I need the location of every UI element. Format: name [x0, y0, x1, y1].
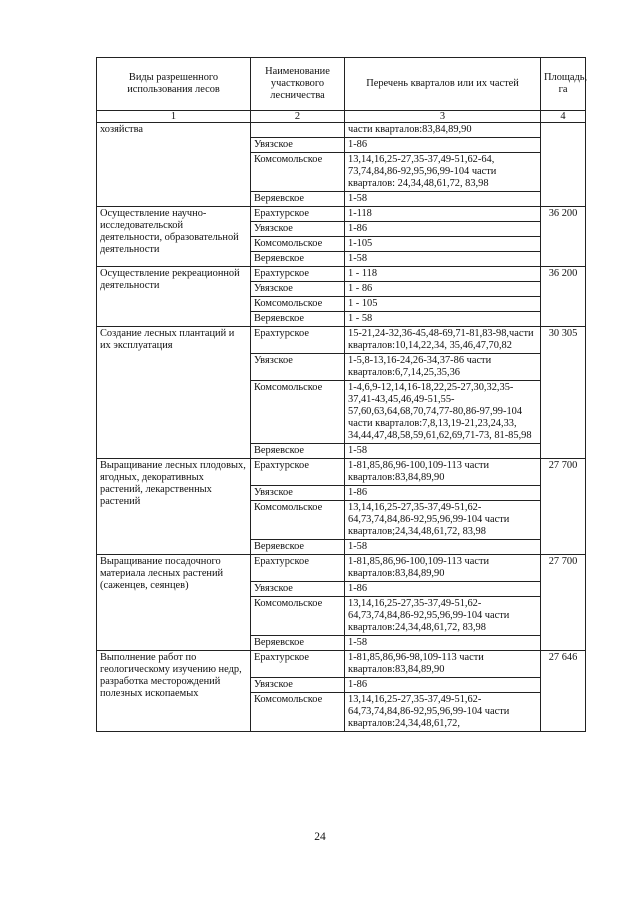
column-number: 1 — [97, 111, 251, 123]
forestry-cell: Комсомольское — [251, 693, 345, 732]
area-cell — [541, 123, 586, 207]
forestry-cell: Ерахтурское — [251, 267, 345, 282]
quarters-cell: 1-4,6,9-12,14,16-18,22,25-27,30,32,35-37,41-43,45,46,49-51,55-57,60,63,64,68,70,74,77-80,86-97,99-104 части кварталов:7,8,13,19-21,23,24,33, 34,44,47,48,58,59,61,62,69,71-73, 81-85,98 — [345, 381, 541, 444]
quarters-cell: 1-86 — [345, 582, 541, 597]
quarters-cell: 1-105 — [345, 237, 541, 252]
forestry-cell: Увязское — [251, 138, 345, 153]
forestry-cell: Ерахтурское — [251, 459, 345, 486]
forestry-cell: Увязское — [251, 582, 345, 597]
table-row — [97, 207, 586, 222]
page-number: 24 — [314, 831, 326, 843]
forestry-cell: Увязское — [251, 354, 345, 381]
header-quarters-list: Перечень кварталов или их частей — [345, 58, 541, 111]
quarters-cell: 1-58 — [345, 444, 541, 459]
column-number: 3 — [345, 111, 541, 123]
quarters-cell: 1-86 — [345, 678, 541, 693]
quarters-cell: 1-58 — [345, 540, 541, 555]
area-cell: 36 200 — [541, 267, 586, 327]
header-use-types: Виды разрешенного использования лесов — [97, 58, 251, 111]
forestry-cell: Ерахтурское — [251, 651, 345, 678]
forestry-cell — [251, 123, 345, 138]
forestry-cell: Увязское — [251, 678, 345, 693]
forestry-cell: Увязское — [251, 222, 345, 237]
forestry-cell: Веряевское — [251, 540, 345, 555]
quarters-cell: 1-118 — [345, 207, 541, 222]
quarters-cell: 1-58 — [345, 192, 541, 207]
quarters-cell: 1-58 — [345, 252, 541, 267]
quarters-cell: 1 - 86 — [345, 282, 541, 297]
area-cell: 27 646 — [541, 651, 586, 732]
quarters-cell: 1-86 — [345, 138, 541, 153]
forestry-cell: Веряевское — [251, 252, 345, 267]
quarters-cell: 13,14,16,25-27,35-37,49-51,62-64,73,74,84,86-92,95,96,99-104 части кварталов:24,34,48,61,72, 83,98 — [345, 597, 541, 636]
table-row — [97, 459, 586, 486]
header-area: Площадь, га — [541, 58, 586, 111]
table-row — [97, 267, 586, 282]
quarters-cell: 1-81,85,86,96-98,109-113 части кварталов:83,84,89,90 — [345, 651, 541, 678]
forestry-cell: Веряевское — [251, 192, 345, 207]
quarters-cell: 13,14,16,25-27,35-37,49-51,62-64, 73,74,84,86-92,95,96,99-104 части кварталов: 24,34,48,61,72, 83,98 — [345, 153, 541, 192]
quarters-cell: части кварталов:83,84,89,90 — [345, 123, 541, 138]
quarters-cell: 13,14,16,25-27,35-37,49-51,62-64,73,74,84,86-92,95,96,99-104 части кварталов;24,34,48,61,72, 83,98 — [345, 501, 541, 540]
column-number: 2 — [251, 111, 345, 123]
use-type-cell: хозяйства — [97, 123, 251, 207]
table-row — [97, 123, 586, 138]
forestry-cell: Увязское — [251, 282, 345, 297]
forestry-cell: Увязское — [251, 486, 345, 501]
table-body — [97, 123, 586, 732]
forestry-cell: Веряевское — [251, 312, 345, 327]
forestry-cell: Комсомольское — [251, 597, 345, 636]
quarters-cell: 1-86 — [345, 486, 541, 501]
forestry-cell: Комсомольское — [251, 381, 345, 444]
forest-use-table — [96, 57, 586, 732]
quarters-cell: 1-86 — [345, 222, 541, 237]
table-row — [97, 555, 586, 582]
quarters-cell: 1 - 118 — [345, 267, 541, 282]
use-type-cell: Осуществление научно-исследовательской деятельности, образовательной деятельности — [97, 207, 251, 267]
forestry-cell: Ерахтурское — [251, 555, 345, 582]
forestry-cell: Веряевское — [251, 444, 345, 459]
forestry-cell: Комсомольское — [251, 153, 345, 192]
quarters-cell: 13,14,16,25-27,35-37,49-51,62-64,73,74,84,86-92,95,96,99-104 части кварталов:24,34,48,61,72, — [345, 693, 541, 732]
use-type-cell: Выполнение работ по геологическому изучению недр, разработка месторождений полезных ископаемых — [97, 651, 251, 732]
quarters-cell: 15-21,24-32,36-45,48-69,71-81,83-98,части кварталов:10,14,22,34, 35,46,47,70,82 — [345, 327, 541, 354]
use-type-cell: Осуществление рекреационной деятельности — [97, 267, 251, 327]
quarters-cell: 1 - 58 — [345, 312, 541, 327]
table-row — [97, 327, 586, 354]
forestry-cell: Комсомольское — [251, 237, 345, 252]
header-forestry-name: Наименование участкового лесничества — [251, 58, 345, 111]
forestry-cell: Комсомольское — [251, 297, 345, 312]
area-cell: 27 700 — [541, 555, 586, 651]
forestry-cell: Веряевское — [251, 636, 345, 651]
area-cell: 30 305 — [541, 327, 586, 459]
quarters-cell: 1-58 — [345, 636, 541, 651]
area-cell: 36 200 — [541, 207, 586, 267]
quarters-cell: 1 - 105 — [345, 297, 541, 312]
area-cell: 27 700 — [541, 459, 586, 555]
table-row — [97, 651, 586, 678]
use-type-cell: Выращивание посадочного материала лесных растений (саженцев, сеянцев) — [97, 555, 251, 651]
forestry-cell: Комсомольское — [251, 501, 345, 540]
quarters-cell: 1-81,85,86,96-100,109-113 части кварталов:83,84,89,90 — [345, 459, 541, 486]
forestry-cell: Ерахтурское — [251, 207, 345, 222]
quarters-cell: 1-81,85,86,96-100,109-113 части кварталов:83,84,89,90 — [345, 555, 541, 582]
column-number: 4 — [541, 111, 586, 123]
quarters-cell: 1-5,8-13,16-24,26-34,37-86 части кварталов:6,7,14,25,35,36 — [345, 354, 541, 381]
use-type-cell: Создание лесных плантаций и их эксплуатация — [97, 327, 251, 459]
forestry-cell: Ерахтурское — [251, 327, 345, 354]
use-type-cell: Выращивание лесных плодовых, ягодных, декоративных растений, лекарственных растений — [97, 459, 251, 555]
